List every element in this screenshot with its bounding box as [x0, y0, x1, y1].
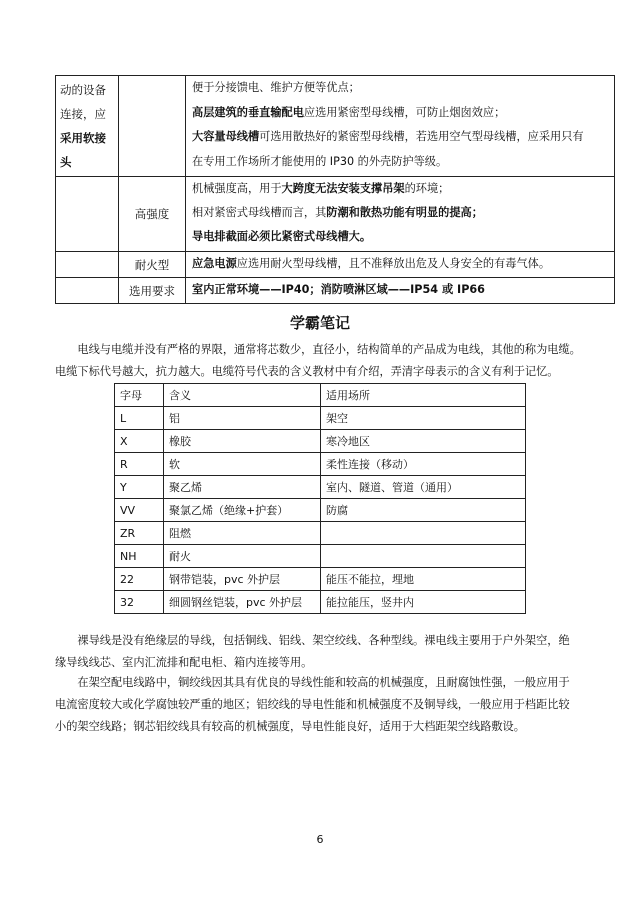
table-row — [115, 522, 526, 545]
section-title: 学霸笔记 — [289, 314, 350, 332]
meaning-cell: 橡胶 — [164, 430, 321, 453]
para-line: 电缆下标代号越大，抗力越大。电缆符号代表的含义教材中有介绍，弄清字母表示的含义有利于记忆。 — [55, 365, 559, 378]
category-cell-empty — [56, 177, 119, 252]
code-cell: ZR — [115, 522, 164, 545]
para-line: 小的架空线路；钢芯铝绞线具有较高的机械强度，导电性能良好，适用于大档距架空线路敷设。 — [55, 720, 525, 733]
usage-cell: 柔性连接（移动） — [321, 453, 526, 476]
code-cell: X — [115, 430, 164, 453]
page-number: 6 — [316, 833, 324, 846]
type-label-requirements: 选用要求 — [129, 283, 175, 298]
usage-cell: 寒冷地区 — [321, 430, 526, 453]
para-line: 电线与电缆并没有严格的界限，通常将芯数少，直径小，结构简单的产品成为电线，其他的称为电缆。 — [77, 343, 581, 356]
desc-line: 导电排截面必须比紧密式母线槽大。 — [192, 230, 372, 243]
table-row — [115, 407, 526, 430]
usage-cell: 架空 — [321, 407, 526, 430]
category-cell-empty — [56, 278, 119, 304]
desc-line — [186, 252, 614, 276]
type-cell — [119, 177, 186, 252]
overhead-line-paragraph — [55, 672, 615, 738]
table-row — [115, 591, 526, 614]
table-row — [115, 476, 526, 499]
column-header: 含义 — [164, 384, 321, 407]
meaning-cell: 钢带铠装，pvc 外护层 — [164, 568, 321, 591]
column-header: 适用场所 — [321, 384, 526, 407]
category-line-1: 动的设备 — [60, 83, 106, 97]
table-row — [115, 453, 526, 476]
type-cell — [119, 278, 186, 304]
column-header: 字母 — [115, 384, 164, 407]
category-line-2: 连接，应 — [60, 107, 106, 121]
code-cell: NH — [115, 545, 164, 568]
desc-line — [186, 201, 614, 225]
code-cell: VV — [115, 499, 164, 522]
desc-text: 可选用散热好的紧密型母线槽，若选用空气型母线槽，应采用只有 — [259, 130, 584, 143]
category-cell-empty — [56, 252, 119, 278]
emphasis-text: 应急电源 — [192, 257, 237, 270]
code-cell: Y — [115, 476, 164, 499]
bare-wire-paragraph — [55, 630, 615, 674]
category-line-3: 采用软接 — [60, 131, 106, 145]
emphasis-text: 防潮和散热功能有明显的提高； — [326, 206, 483, 219]
description-cell — [186, 278, 615, 304]
type-cell — [119, 252, 186, 278]
description-cell — [186, 76, 615, 177]
para-line: 电流密度较大或化学腐蚀较严重的地区；铝绞线的导电性能和机械强度不及铜导线，一般应用于档距比较 — [55, 698, 570, 711]
type-label-high-strength: 高强度 — [134, 207, 170, 221]
desc-line — [186, 177, 614, 201]
table-row — [115, 499, 526, 522]
desc-line — [186, 125, 614, 150]
intro-paragraph — [55, 339, 615, 383]
desc-text: 应选用耐火型母线槽，且不准释放出危及人身安全的有毒气体。 — [236, 257, 551, 270]
cable-code-table — [114, 383, 526, 614]
meaning-cell: 耐火 — [164, 545, 321, 568]
busway-table — [55, 75, 615, 304]
usage-cell: 能压不能拉，埋地 — [321, 568, 526, 591]
desc-line: 在专用工作场所才能使用的 IP30 的外壳防护等级。 — [192, 154, 448, 168]
desc-text: 机械强度高，用于 — [192, 182, 282, 195]
description-cell — [186, 177, 615, 252]
emphasis-text: 高层建筑的垂直输配电 — [192, 105, 304, 119]
category-line-4: 头 — [60, 155, 72, 169]
emphasis-text: 大跨度无法安装支撑吊架 — [281, 182, 405, 195]
code-cell: 22 — [115, 568, 164, 591]
desc-line: 便于分接馈电、维护方便等优点； — [192, 81, 360, 94]
meaning-cell: 软 — [164, 453, 321, 476]
table-header-row — [115, 384, 526, 407]
code-cell: 32 — [115, 591, 164, 614]
meaning-cell: 阻燃 — [164, 522, 321, 545]
type-cell-empty — [119, 76, 186, 177]
meaning-cell: 细圆钢丝铠装，pvc 外护层 — [164, 591, 321, 614]
type-label-fireproof: 耐火型 — [134, 257, 170, 272]
usage-cell: 能拉能压，竖井内 — [321, 591, 526, 614]
para-line: 在架空配电线路中，铜绞线因其具有优良的导线性能和较高的机械强度，且耐腐蚀性强，一般应用于 — [77, 676, 570, 689]
desc-line: 室内正常环境——IP40；消防喷淋区域——IP54 或 IP66 — [192, 283, 485, 296]
meaning-cell: 聚氯乙烯（绝缘+护套） — [164, 499, 321, 522]
table-row — [115, 545, 526, 568]
emphasis-text: 大容量母线槽 — [192, 130, 260, 143]
usage-cell: 室内、隧道、管道（通用） — [321, 476, 526, 499]
desc-text: 应选用紧密型母线槽，可防止烟囱效应； — [303, 105, 506, 119]
table-row — [115, 568, 526, 591]
desc-text: 的环境； — [404, 182, 450, 195]
meaning-cell: 聚乙烯 — [164, 476, 321, 499]
category-cell — [56, 76, 119, 177]
description-cell — [186, 252, 615, 278]
code-cell: R — [115, 453, 164, 476]
usage-cell — [321, 522, 526, 545]
para-line: 缘导线线芯、室内汇流排和配电柜、箱内连接等用。 — [55, 656, 313, 669]
usage-cell — [321, 545, 526, 568]
desc-text: 相对紧密式母线槽而言，其 — [192, 206, 327, 219]
usage-cell: 防腐 — [321, 499, 526, 522]
code-cell: L — [115, 407, 164, 430]
table-row — [115, 430, 526, 453]
meaning-cell: 铝 — [164, 407, 321, 430]
para-line: 裸导线是没有绝缘层的导线，包括铜线、铝线、架空绞线、各种型线。裸电线主要用于户外架空，绝 — [77, 634, 570, 647]
desc-line — [186, 101, 614, 126]
